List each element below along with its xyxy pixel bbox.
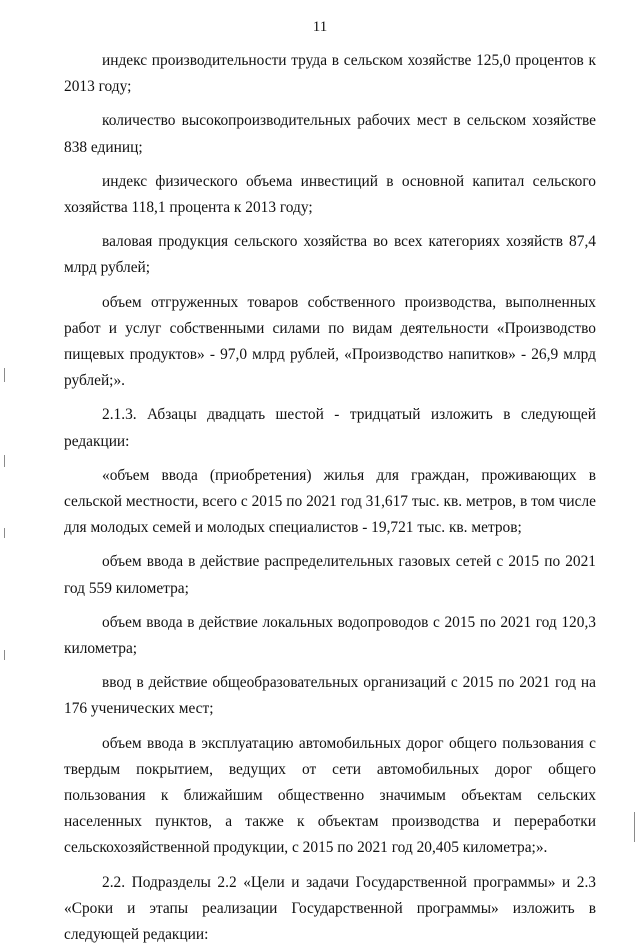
paragraph-gas-networks: объем ввода в действие распределительных газовых сетей с 2015 по 2021 год 559 километра; [64,553,596,597]
paragraph-shipped-goods: объем отгруженных товаров собственного производства, выполненных работ и услуг собственными силами по видам деятельности «Производство пищевых продуктов» - 97,0 млрд рублей, «Производство напитков» - 26,9 млрд рублей;». [64,293,596,390]
document-body [64,48,596,948]
paragraph-investment-index: индекс физического объема инвестиций в основной капитал сельского хозяйства 118,1 процента к 2013 году; [64,172,596,217]
paragraph-water-supply: объем ввода в действие локальных водопроводов с 2015 по 2021 год 120,3 километра; [64,613,596,658]
scan-mark-left-2 [4,455,5,467]
paragraph-schools: ввод в действие общеобразовательных организаций с 2015 по 2021 год на 176 ученических мест; [64,674,596,718]
paragraph-gross-output: валовая продукция сельского хозяйства во всех категориях хозяйств 87,4 млрд рублей; [64,233,596,277]
scan-mark-left-4 [4,650,5,660]
page-number: 11 [312,19,328,35]
scan-mark-left-1 [4,368,5,382]
paragraph-roads: объем ввода в эксплуатацию автомобильных дорог общего пользования с твердым покрытием, ведущих от сети автомобильных дорог общего пользования к ближайшим общественно значимым объектам сельских населенных пунктов, а также к объектам производства и переработки сельскохозяйственной продукции, с 2015 по 2021 год 20,405 километра;». [64,734,596,857]
paragraph-housing: «объем ввода (приобретения) жилья для граждан, проживающих в сельской местности, всего с 2015 по 2021 год 31,617 тыс. кв. метров, в том числе для молодых семей и молодых специалистов - 19,721 тыс. кв. метров; [64,466,596,537]
paragraph-section-2-2: 2.2. Подразделы 2.2 «Цели и задачи Государственной программы» и 2.3 «Сроки и этапы реализации Государственной программы» изложить в следующей редакции: [64,873,596,944]
scan-mark-left-3 [4,528,5,538]
paragraph-section-2-1-3: 2.1.3. Абзацы двадцать шестой - тридцатый изложить в следующей редакции: [64,406,596,450]
paragraph-labor-productivity: индекс производительности труда в сельском хозяйстве 125,0 процентов к 2013 году; [64,52,596,96]
scan-mark-right-1 [634,812,635,842]
paragraph-high-productivity-jobs: количество высокопроизводительных рабочих мест в сельском хозяйстве 838 единиц; [64,112,596,156]
